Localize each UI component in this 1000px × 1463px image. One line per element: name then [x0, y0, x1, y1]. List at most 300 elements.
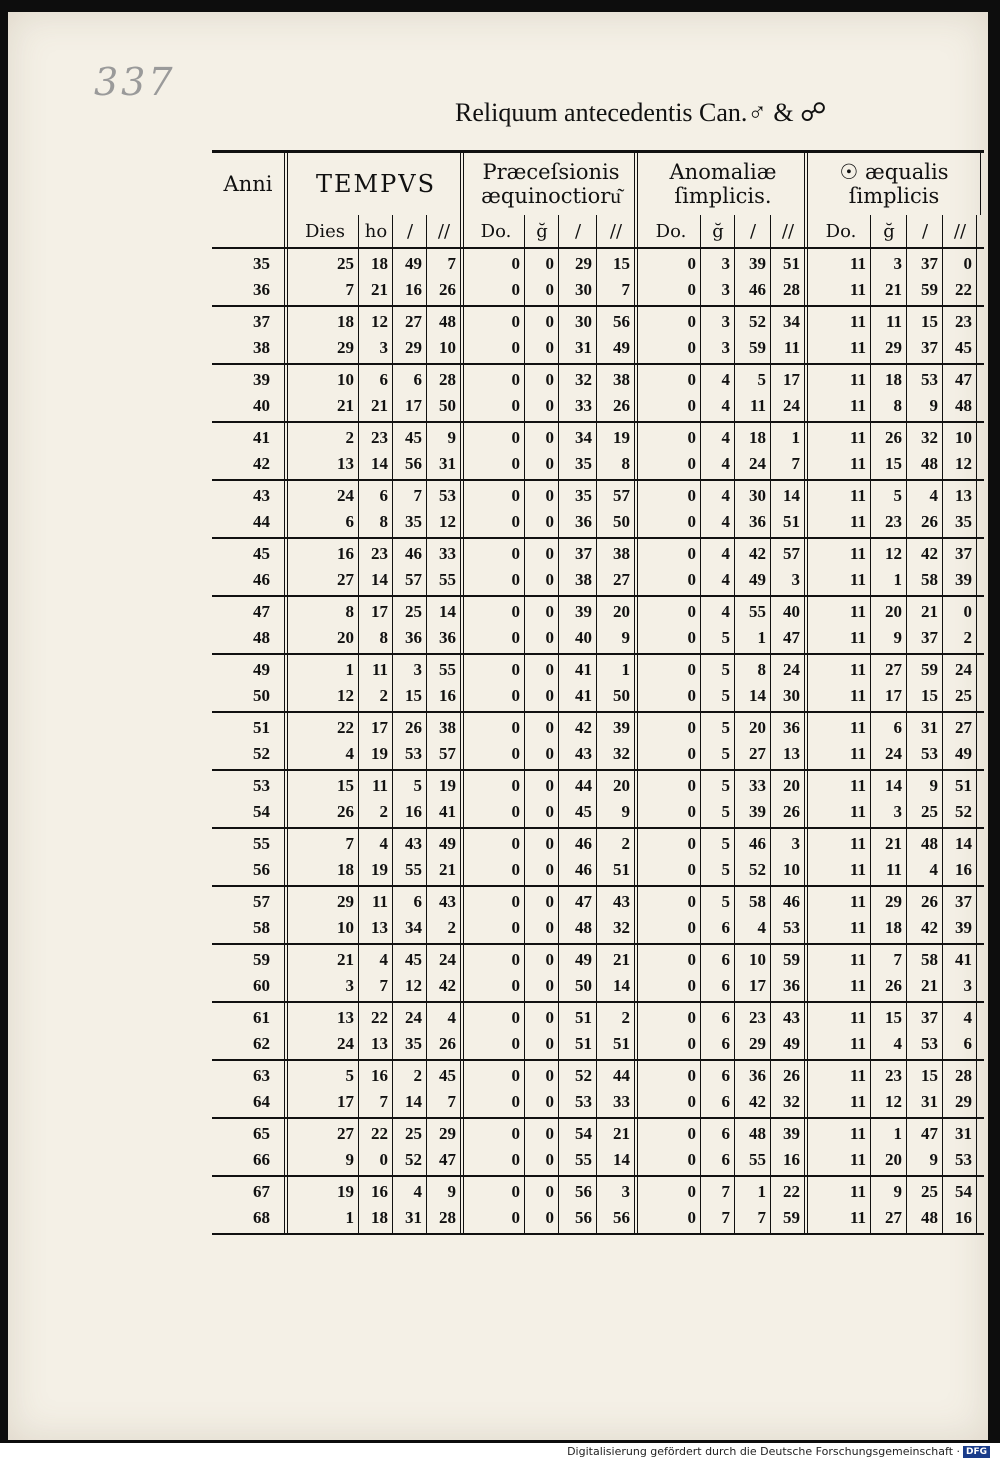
- table-cell: 41: [439, 802, 456, 821]
- table-cell: 0: [511, 1150, 520, 1169]
- table-cell: 32: [613, 918, 630, 937]
- table-cell: 0: [511, 396, 520, 415]
- table-cell: 6: [379, 486, 388, 505]
- table-cell: 11: [849, 744, 866, 763]
- table-cell: 5: [893, 486, 902, 505]
- table-cell: 26: [921, 892, 938, 911]
- table-cell: 0: [511, 892, 520, 911]
- table-cell: 5: [721, 834, 730, 853]
- table-cell: 20: [885, 602, 902, 621]
- subheader-cell: //: [942, 215, 977, 247]
- column-rule: [976, 481, 977, 537]
- table-cell: 3: [893, 802, 902, 821]
- table-cell: 4: [721, 544, 730, 563]
- table-cell: 36: [575, 512, 592, 531]
- table-cell: 15: [921, 686, 938, 705]
- table-cell: 0: [545, 918, 554, 937]
- table-cell: 0: [379, 1150, 388, 1169]
- table-cell: 4: [721, 602, 730, 621]
- table-cell: 26: [405, 718, 422, 737]
- table-cell: 44: [613, 1066, 630, 1085]
- year-cell: 48: [253, 628, 270, 647]
- table-cell: 27: [885, 660, 902, 679]
- table-cell: 9: [929, 396, 938, 415]
- table-cell: 0: [511, 918, 520, 937]
- table-cell: 0: [545, 1066, 554, 1085]
- table-cell: 0: [687, 1182, 696, 1201]
- table-cell: 26: [885, 976, 902, 995]
- table-cell: 21: [337, 396, 354, 415]
- table-cell: 33: [439, 544, 456, 563]
- table-cell: 51: [613, 1034, 630, 1053]
- table-cell: 0: [511, 686, 520, 705]
- table-cell: 3: [721, 312, 730, 331]
- table-cell: 11: [849, 454, 866, 473]
- table-cell: 15: [885, 1008, 902, 1027]
- table-cell: 0: [687, 486, 696, 505]
- table-cell: 24: [783, 660, 800, 679]
- table-cell: 36: [749, 512, 766, 531]
- year-cell: 66: [253, 1150, 270, 1169]
- table-cell: 52: [575, 1066, 592, 1085]
- table-cell: 42: [749, 544, 766, 563]
- table-cell: 0: [511, 1208, 520, 1227]
- table-cell: 0: [545, 718, 554, 737]
- table-cell: 38: [613, 370, 630, 389]
- table-cell: 56: [613, 1208, 630, 1227]
- table-cell: 47: [575, 892, 592, 911]
- dfg-logo: DFG: [963, 1446, 990, 1458]
- table-body: [212, 249, 984, 1235]
- year-pair-group: [212, 829, 984, 887]
- table-cell: 5: [721, 628, 730, 647]
- table-cell: 0: [687, 1124, 696, 1143]
- table-cell: 17: [749, 976, 766, 995]
- astronomical-table: [212, 150, 984, 1235]
- table-cell: 37: [921, 1008, 938, 1027]
- table-cell: 58: [921, 950, 938, 969]
- table-cell: 46: [783, 892, 800, 911]
- table-cell: 11: [849, 254, 866, 273]
- table-cell: 4: [929, 860, 938, 879]
- table-cell: 18: [371, 254, 388, 273]
- table-cell: 8: [345, 602, 354, 621]
- table-cell: 11: [849, 370, 866, 389]
- table-cell: 1: [757, 628, 766, 647]
- table-cell: 0: [687, 660, 696, 679]
- column-rule: [976, 249, 977, 305]
- year-cell: 51: [253, 718, 270, 737]
- table-cell: 16: [955, 860, 972, 879]
- subheader-cell: //: [426, 215, 461, 247]
- table-cell: 53: [921, 370, 938, 389]
- table-cell: 0: [511, 628, 520, 647]
- table-cell: 10: [337, 918, 354, 937]
- table-cell: 11: [885, 860, 902, 879]
- table-cell: 11: [849, 686, 866, 705]
- table-cell: 33: [575, 396, 592, 415]
- table-cell: 11: [371, 660, 388, 679]
- table-cell: 31: [921, 1092, 938, 1111]
- table-cell: 13: [371, 918, 388, 937]
- table-cell: 16: [439, 686, 456, 705]
- table-cell: 14: [749, 686, 766, 705]
- table-cell: 6: [721, 976, 730, 995]
- table-cell: 19: [613, 428, 630, 447]
- table-cell: 11: [849, 486, 866, 505]
- table-cell: 0: [511, 1066, 520, 1085]
- table-cell: 6: [721, 1150, 730, 1169]
- year-cell: 49: [253, 660, 270, 679]
- table-cell: 0: [511, 718, 520, 737]
- table-cell: 54: [955, 1182, 972, 1201]
- table-cell: 22: [371, 1124, 388, 1143]
- table-cell: 0: [687, 370, 696, 389]
- table-cell: 42: [439, 976, 456, 995]
- table-cell: 37: [921, 628, 938, 647]
- year-pair-group: [212, 1177, 984, 1235]
- table-cell: 23: [371, 544, 388, 563]
- table-cell: 0: [545, 602, 554, 621]
- year-cell: 53: [253, 776, 270, 795]
- table-header-row-2: [212, 215, 984, 249]
- table-cell: 29: [337, 892, 354, 911]
- header-anni: Anni: [223, 172, 273, 196]
- table-cell: 9: [345, 1150, 354, 1169]
- table-cell: 0: [511, 370, 520, 389]
- table-cell: 29: [439, 1124, 456, 1143]
- table-cell: 5: [721, 802, 730, 821]
- year-cell: 67: [253, 1182, 270, 1201]
- table-cell: 21: [371, 280, 388, 299]
- table-cell: 4: [379, 834, 388, 853]
- table-cell: 39: [575, 602, 592, 621]
- table-cell: 2: [963, 628, 972, 647]
- table-cell: 49: [955, 744, 972, 763]
- table-cell: 21: [371, 396, 388, 415]
- table-cell: 6: [345, 512, 354, 531]
- table-cell: 0: [511, 544, 520, 563]
- table-cell: 0: [687, 570, 696, 589]
- table-cell: 0: [511, 1092, 520, 1111]
- table-cell: 5: [721, 744, 730, 763]
- table-cell: 0: [545, 1150, 554, 1169]
- table-cell: 16: [405, 280, 422, 299]
- table-cell: 11: [849, 802, 866, 821]
- table-cell: 24: [405, 1008, 422, 1027]
- table-cell: 4: [721, 486, 730, 505]
- table-cell: 13: [337, 454, 354, 473]
- table-cell: 0: [545, 512, 554, 531]
- table-cell: 28: [783, 280, 800, 299]
- year-pair-group: [212, 423, 984, 481]
- year-pair-group: [212, 655, 984, 713]
- table-cell: 10: [955, 428, 972, 447]
- table-cell: 1: [893, 570, 902, 589]
- year-pair-group: [212, 1061, 984, 1119]
- table-cell: 0: [511, 834, 520, 853]
- table-cell: 27: [337, 1124, 354, 1143]
- table-cell: 21: [921, 976, 938, 995]
- table-cell: 0: [687, 1150, 696, 1169]
- table-cell: 0: [511, 976, 520, 995]
- table-cell: 23: [955, 312, 972, 331]
- year-pair-group: [212, 945, 984, 1003]
- table-cell: 24: [337, 1034, 354, 1053]
- table-cell: 57: [405, 570, 422, 589]
- table-cell: 3: [721, 280, 730, 299]
- table-cell: 50: [613, 686, 630, 705]
- table-cell: 53: [921, 744, 938, 763]
- table-cell: 36: [439, 628, 456, 647]
- table-cell: 0: [687, 396, 696, 415]
- table-cell: 23: [885, 1066, 902, 1085]
- year-cell: 42: [253, 454, 270, 473]
- table-cell: 23: [749, 1008, 766, 1027]
- table-cell: 57: [439, 744, 456, 763]
- table-cell: 37: [921, 254, 938, 273]
- table-cell: 53: [575, 1092, 592, 1111]
- table-cell: 51: [955, 776, 972, 795]
- table-cell: 3: [791, 570, 800, 589]
- table-cell: 0: [963, 254, 972, 273]
- table-cell: 11: [849, 918, 866, 937]
- table-cell: 6: [721, 1124, 730, 1143]
- table-cell: 38: [575, 570, 592, 589]
- table-cell: 6: [413, 892, 422, 911]
- table-cell: 11: [849, 776, 866, 795]
- table-cell: 11: [849, 544, 866, 563]
- table-cell: 25: [405, 602, 422, 621]
- table-cell: 11: [749, 396, 766, 415]
- table-cell: 12: [337, 686, 354, 705]
- table-cell: 7: [447, 254, 456, 273]
- table-cell: 0: [687, 1208, 696, 1227]
- table-cell: 11: [849, 1208, 866, 1227]
- table-cell: 53: [783, 918, 800, 937]
- table-cell: 0: [511, 860, 520, 879]
- table-cell: 26: [337, 802, 354, 821]
- table-cell: 2: [447, 918, 456, 937]
- table-cell: 30: [575, 280, 592, 299]
- table-cell: 9: [447, 1182, 456, 1201]
- table-cell: 7: [379, 976, 388, 995]
- year-cell: 62: [253, 1034, 270, 1053]
- table-cell: 0: [687, 892, 696, 911]
- table-cell: 0: [687, 860, 696, 879]
- table-cell: 11: [849, 628, 866, 647]
- table-cell: 39: [955, 918, 972, 937]
- table-cell: 6: [721, 950, 730, 969]
- table-cell: 34: [575, 428, 592, 447]
- table-cell: 15: [921, 1066, 938, 1085]
- table-cell: 17: [371, 602, 388, 621]
- table-cell: 11: [849, 570, 866, 589]
- table-cell: 14: [439, 602, 456, 621]
- year-cell: 37: [253, 312, 270, 331]
- table-cell: 2: [413, 1066, 422, 1085]
- table-cell: 0: [687, 280, 696, 299]
- table-cell: 5: [757, 370, 766, 389]
- column-rule: [976, 423, 977, 479]
- table-cell: 31: [405, 1208, 422, 1227]
- table-cell: 0: [511, 602, 520, 621]
- table-cell: 52: [955, 802, 972, 821]
- table-cell: 16: [371, 1066, 388, 1085]
- table-cell: 6: [893, 718, 902, 737]
- table-cell: 4: [721, 512, 730, 531]
- table-cell: 1: [791, 428, 800, 447]
- table-cell: 6: [721, 1008, 730, 1027]
- table-cell: 30: [783, 686, 800, 705]
- table-cell: 8: [379, 512, 388, 531]
- table-cell: 45: [405, 950, 422, 969]
- table-cell: 27: [885, 1208, 902, 1227]
- table-cell: 47: [439, 1150, 456, 1169]
- year-pair-group: [212, 713, 984, 771]
- table-cell: 43: [439, 892, 456, 911]
- column-rule: [976, 1119, 977, 1175]
- table-cell: 37: [921, 338, 938, 357]
- table-cell: 6: [721, 1066, 730, 1085]
- table-cell: 9: [929, 776, 938, 795]
- table-cell: 16: [337, 544, 354, 563]
- table-cell: 0: [545, 454, 554, 473]
- table-cell: 20: [613, 602, 630, 621]
- table-cell: 49: [575, 950, 592, 969]
- table-cell: 32: [921, 428, 938, 447]
- table-cell: 2: [379, 802, 388, 821]
- subheader-cell: /: [906, 215, 943, 247]
- subheader-cell: Do.: [634, 215, 704, 247]
- table-cell: 11: [849, 860, 866, 879]
- table-cell: 52: [405, 1150, 422, 1169]
- table-cell: 14: [955, 834, 972, 853]
- table-cell: 19: [371, 744, 388, 763]
- subheader-cell: /: [734, 215, 771, 247]
- table-cell: 10: [439, 338, 456, 357]
- table-cell: 3: [893, 254, 902, 273]
- table-cell: 38: [613, 544, 630, 563]
- subheader-cell: /: [392, 215, 427, 247]
- table-cell: 16: [371, 1182, 388, 1201]
- table-cell: 0: [687, 718, 696, 737]
- column-rule: [976, 655, 977, 711]
- subheader-cell: //: [596, 215, 635, 247]
- table-cell: 26: [613, 396, 630, 415]
- table-cell: 24: [885, 744, 902, 763]
- year-cell: 63: [253, 1066, 270, 1085]
- table-cell: 52: [749, 312, 766, 331]
- table-cell: 3: [721, 254, 730, 273]
- subheader-cell: //: [770, 215, 805, 247]
- table-cell: 0: [687, 1066, 696, 1085]
- year-cell: 50: [253, 686, 270, 705]
- table-cell: 48: [921, 1208, 938, 1227]
- table-cell: 26: [885, 428, 902, 447]
- table-cell: 1: [893, 1124, 902, 1143]
- table-cell: 25: [337, 254, 354, 273]
- table-cell: 0: [687, 834, 696, 853]
- table-cell: 46: [575, 834, 592, 853]
- table-cell: 0: [545, 486, 554, 505]
- table-cell: 43: [405, 834, 422, 853]
- table-cell: 13: [371, 1034, 388, 1053]
- year-pair-group: [212, 249, 984, 307]
- table-cell: 51: [783, 512, 800, 531]
- table-cell: 0: [545, 744, 554, 763]
- table-cell: 51: [575, 1034, 592, 1053]
- subheader-cell: Do.: [460, 215, 528, 247]
- table-cell: 11: [849, 602, 866, 621]
- table-cell: 0: [545, 396, 554, 415]
- table-cell: 26: [921, 512, 938, 531]
- footer-bar: [0, 1443, 1000, 1463]
- table-cell: 15: [613, 254, 630, 273]
- table-cell: 41: [575, 686, 592, 705]
- table-cell: 37: [955, 892, 972, 911]
- table-cell: 0: [511, 660, 520, 679]
- year-cell: 41: [253, 428, 270, 447]
- table-cell: 4: [721, 370, 730, 389]
- table-cell: 13: [337, 1008, 354, 1027]
- table-cell: 4: [413, 1182, 422, 1201]
- year-cell: 61: [253, 1008, 270, 1027]
- table-cell: 25: [921, 1182, 938, 1201]
- table-cell: 9: [893, 1182, 902, 1201]
- table-cell: 51: [613, 860, 630, 879]
- table-cell: 12: [885, 1092, 902, 1111]
- table-cell: 0: [687, 918, 696, 937]
- table-cell: 17: [885, 686, 902, 705]
- year-cell: 56: [253, 860, 270, 879]
- table-cell: 47: [921, 1124, 938, 1143]
- table-cell: 52: [749, 860, 766, 879]
- table-cell: 41: [575, 660, 592, 679]
- table-cell: 45: [575, 802, 592, 821]
- table-cell: 21: [921, 602, 938, 621]
- year-pair-group: [212, 539, 984, 597]
- table-cell: 6: [963, 1034, 972, 1053]
- table-cell: 0: [511, 1182, 520, 1201]
- table-cell: 44: [575, 776, 592, 795]
- table-cell: 58: [749, 892, 766, 911]
- table-cell: 31: [955, 1124, 972, 1143]
- table-cell: 20: [337, 628, 354, 647]
- table-cell: 0: [545, 1208, 554, 1227]
- table-cell: 48: [749, 1124, 766, 1143]
- table-cell: 16: [783, 1150, 800, 1169]
- table-cell: 50: [439, 396, 456, 415]
- table-cell: 0: [545, 834, 554, 853]
- table-cell: 0: [511, 744, 520, 763]
- table-cell: 29: [749, 1034, 766, 1053]
- table-cell: 0: [511, 1034, 520, 1053]
- table-cell: 0: [511, 570, 520, 589]
- table-cell: 3: [721, 338, 730, 357]
- table-cell: 10: [783, 860, 800, 879]
- table-header-row-1: [212, 150, 984, 215]
- year-cell: 54: [253, 802, 270, 821]
- table-cell: 35: [405, 1034, 422, 1053]
- table-cell: 42: [921, 544, 938, 563]
- table-cell: 4: [721, 454, 730, 473]
- table-cell: 14: [371, 454, 388, 473]
- table-cell: 3: [963, 976, 972, 995]
- year-cell: 44: [253, 512, 270, 531]
- table-cell: 2: [379, 686, 388, 705]
- year-cell: 57: [253, 892, 270, 911]
